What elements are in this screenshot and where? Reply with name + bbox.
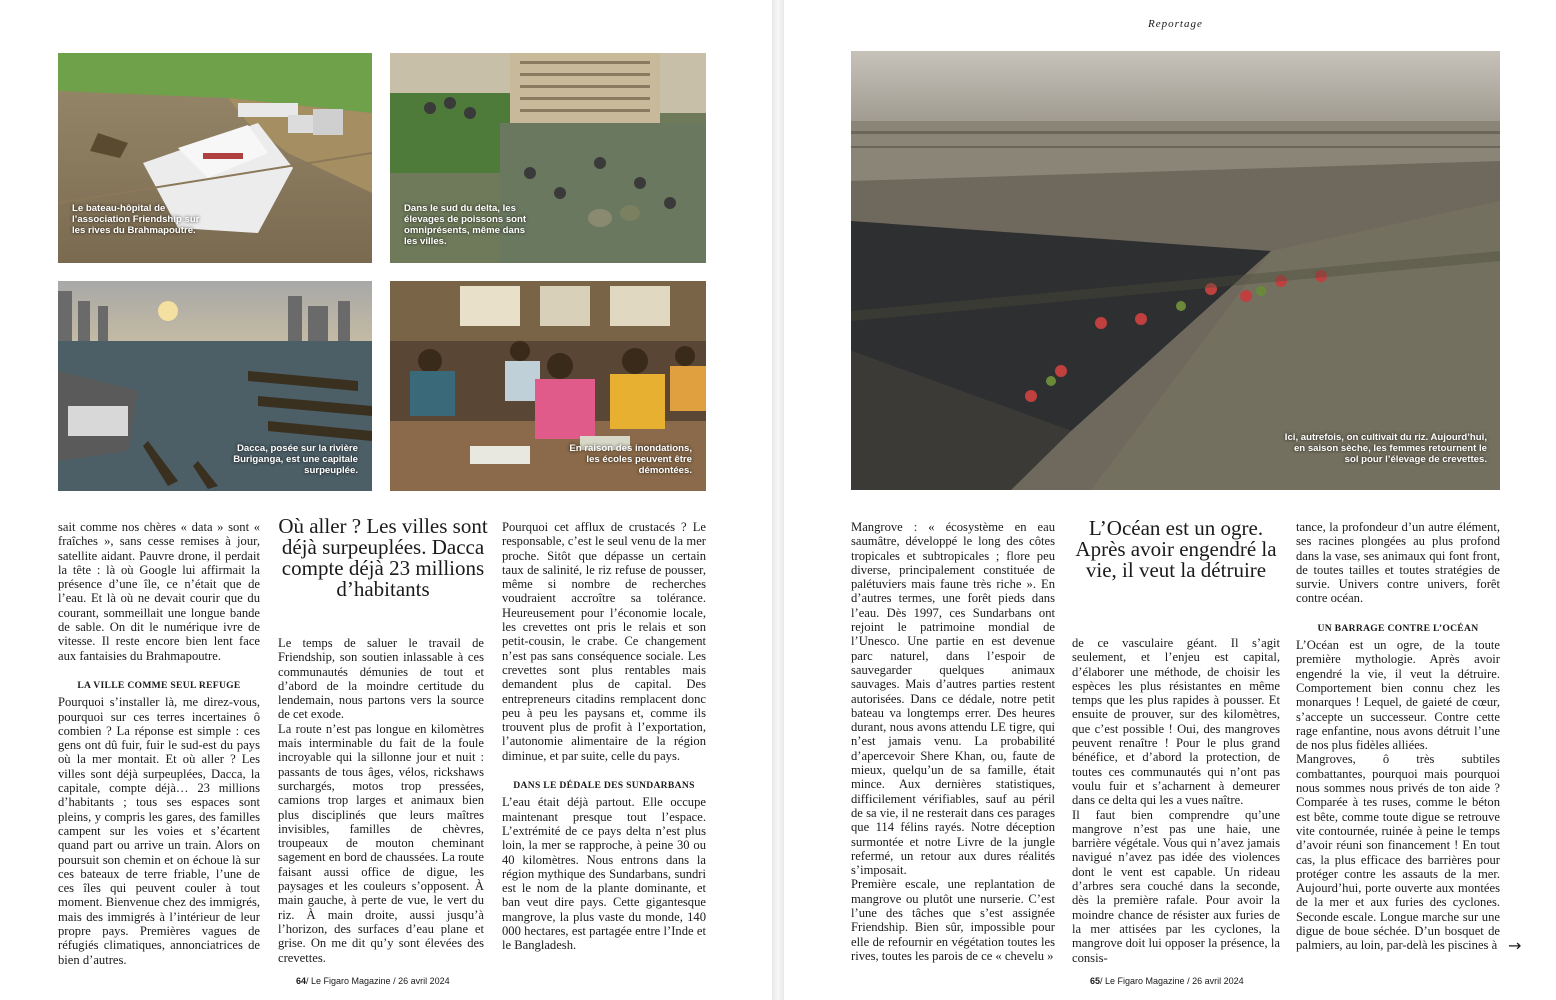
- paragraph: Mangroves, ô très subtiles combattantes, pourquoi mais pourquoi nous sommes nous privés de ton aide ? Comparée à tes ruses, comme le béton est bête, comme toute digue se retrouve vite contournée, ruinée à peine le temps d’avoir réuni son financement ! En tout cas, la plus efficace des barrières pour protéger contre les assauts de la mer. Aujourd’hui, porte ouverte aux montées de la mer et aux furies des cyclones. Seconde escale. Longue marche sur une digue de boue séchée. D’un bosquet de palmiers, au loin, par-delà les piscines à: [1296, 752, 1500, 953]
- photo-hospital-boat: [58, 53, 372, 263]
- paragraph: sait comme nos chères « data » sont « fraîches », sans cesse remises à jour, satellite aidant. Pauvre drone, il perdait la tête : là où Google lui affirmait la présence d’une île, ce n’était que de l’eau. Et là où ne devait courir que du courant, sommeillait une longue bande de sable. On dit le numérique ivre de vitesse. Il reste encore bien lent face aux fantaisies du Brahmapoutre.: [58, 520, 260, 663]
- page-number: 65: [1090, 976, 1101, 986]
- photo-fish-farm: [390, 53, 706, 263]
- paragraph: Pourquoi cet afflux de crustacés ? Le responsable, c’est le seul venu de la mer proche. Sitôt que dépasse un certain taux de salinité, le riz refuse de pousser, même si nombre de recherches voudraient accroître sa tolérance. Heureusement pour l’économie locale, les crevettes ont pris le relais et son petit-cousin, le crabe. Ce changement n’est pas sans conséquence sociale. Les crevettes sont plus rentables mais demandent plus de capital. Des entrepreneurs citadins remplacent donc peu à peu les paysans et, comme ils trouvent plus de profit à l’exportation, l’autonomie alimentaire de la région diminue, et par suite, celle du pays.: [502, 520, 706, 763]
- caption-fish-farm: Dans le sud du delta, les élevages de poissons sont omniprésents, même dans les villes.: [404, 203, 527, 247]
- spread-gutter: [772, 0, 784, 1000]
- pull-quote-left: Où aller ? Les villes sont déjà surpeuplées. Dacca compte déjà 23 millions d’habitants: [278, 514, 488, 601]
- photo-shrimp-field: [851, 51, 1500, 490]
- page-number: 64: [296, 976, 307, 986]
- paragraph: Il faut bien comprendre qu’une mangrove n’est pas une haie, une barrière végétale. Vous qui n’avez jamais navigué n’avez pas idée des violences dont le vent est capable. Un rideau d’arbres sera couché dans la seconde, dès la première rafale. Pour avoir la moindre chance de résister aux furies de la mer attisées par les cyclones, la mangrove doit lui opposer la présence, la consis-: [1072, 807, 1280, 965]
- shrimp-field-image: [851, 51, 1500, 490]
- right-column-1: [851, 520, 1055, 963]
- subheading-city-refuge: LA VILLE COMME SEUL REFUGE: [77, 679, 241, 691]
- pull-quote-right: L’Océan est un ogre. Après avoir engendré la vie, il veut la détruire: [1075, 516, 1277, 582]
- left-column-1: [58, 520, 260, 967]
- folio-text: / Le Figaro Magazine / 26 avril 2024: [1100, 976, 1244, 986]
- paragraph: La route n’est pas longue en kilomètres mais interminable du fait de la foule incroyable qui la sillonne jour et nuit : passants de tous âges, vélos, rickshaws surchargés, motos trop pressées, camions trop larges et animaux bien plus disciplinés que leurs maîtres invisibles, familles de chèvres, troupeaux de mouton cheminant sagement en bord de chaussées. La route faisant aussi office de digue, les paysages et les couleurs s’opposent. À main gauche, à perte de vue, le vert du riz. À main droite, aussi jusqu’à l’horizon, des surfaces d’eau plane et grise. On me dit qu’y sont élevées des crevettes.: [278, 721, 484, 965]
- right-column-2: [1072, 636, 1280, 965]
- right-column-3: [1296, 520, 1500, 953]
- subheading-sundarbans: DANS LE DÉDALE DES SUNDARBANS: [513, 780, 695, 792]
- paragraph: L’eau était déjà partout. Elle occupe maintenant presque tout l’espace. L’extrémité de ce pays delta n’est plus loin, la mer se rapproche, à peine 30 ou 40 kilomètres. Nous entrons dans la région mythique des Sundarbans, sundri est le nom de la plante dominante, et ban veut dire pays. Cette gigantesque mangrove, la plus vaste du monde, 140 000 hectares, est partagée entre l’Inde et le Bangladesh.: [502, 795, 706, 953]
- paragraph: de ce vasculaire géant. Il s’agit seulement, et l’enjeu est capital, d’élaborer une méthode, de choisir les espèces les plus résistantes en même temps que les plus rapides à pousser. Et ensuite de prouver, sur des kilomètres, que c’est possible ! Oui, des mangroves peuvent renaître ! Pour le plus grand bénéfice, et d’abord la protection, de toutes ces communautés qui n’ont pas voulu fuir et s’acharnent à demeurer dans ce delta qui les a vues naître.: [1072, 636, 1280, 808]
- right-page: [784, 0, 1556, 1000]
- folio-text: / Le Figaro Magazine / 26 avril 2024: [306, 976, 450, 986]
- paragraph: Mangrove : « écosystème en eau saumâtre, développé le long des côtes tropicales et subtropicales ; flore peu diverse, principalement constituée de palétuviers mais faune très riche ». En d’autres termes, une forêt pieds dans l’eau. Dès 1997, ces Sundarbans ont rejoint le patrimoine mondial de l’Unesco. Une partie en est devenue parc naturel, dans l’espoir de sauvegarder quelques animaux sauvages. Mais d’autres parties restent autorisées. Dans ce dédale, notre petit bateau va longtemps errer. Des heures durant, nous avons attendu LE tigre, qui n’est jamais venu. La probabilité d’apercevoir Shere Khan, ou, faute de mieux, quelqu’un de sa famille, était mince. Aux dernières statistiques, difficilement vérifiables, sauf au péril de sa vie, il ne resterait dans ces parages que 114 félins rayés. Notre déception surmontée et notre Livre de la jungle refermé, un retour aux dures réalités s’imposait.: [851, 520, 1055, 878]
- left-column-2: [278, 636, 484, 965]
- caption-dhaka-river: Dacca, posée sur la rivière Buriganga, est une capitale surpeuplée.: [233, 443, 358, 476]
- photo-dhaka-river: [58, 281, 372, 491]
- left-page: [0, 0, 772, 1000]
- left-column-3: [502, 520, 706, 953]
- caption-shrimp-field: Ici, autrefois, on cultivait du riz. Aujourd’hui, en saison sèche, les femmes retournent le sol pour l’élevage de crevettes.: [1284, 432, 1487, 465]
- subheading-barrage: UN BARRAGE CONTRE L’OCÉAN: [1317, 622, 1479, 634]
- paragraph: Le temps de saluer le travail de Friendship, son soutien inlassable à ces communautés démunies de tout et d’abord de la moindre certitude du lendemain, nous partons vers la source de cet exode.: [278, 636, 484, 722]
- paragraph: Première escale, une replantation de mangrove ou plutôt une nurserie. C’est l’une des tâches que s’est assignée Friendship. Bien sûr, impossible pour elle de refournir en végétation toutes les rives, toutes les parois de ce « chevelu »: [851, 877, 1055, 963]
- caption-floating-school: En raison des inondations, les écoles peuvent être démontées.: [569, 443, 692, 476]
- section-label: Reportage: [1148, 18, 1203, 30]
- folio-left: [296, 976, 450, 986]
- paragraph: tance, la profondeur d’un autre élément, ses racines plongées au plus profond dans la vase, ses animaux qui font front, de toutes tailles et toutes stratégies de survie. Univers contre univers, forêt contre océan.: [1296, 520, 1500, 606]
- caption-hospital-boat: Le bateau-hôpital de l’association Friendship sur les rives du Brahmapoutre.: [72, 203, 200, 236]
- paragraph: L’Océan est un ogre, de la toute première mythologie. Après avoir engendré la vie, il veut la détruire. Comportement bien connu chez les monarques ! Lequel, de gaieté de cœur, s’accepte un successeur. Contre cette rage enfantine, nous avons détruit l’une de nos plus fidèles alliées.: [1296, 638, 1500, 753]
- paragraph: Pourquoi s’installer là, me direz-vous, pourquoi sur ces terres incertaines ô combien ? La réponse est simple : ces gens ont dû fuir, fuir le sud-est du pays où la mer montait. Et où aller ? Les villes sont déjà surpeuplées, Dacca, la capitale, compte déjà… 23 millions d’habitants ; tous ses espaces sont pleins, y compris les gares, des familles campent sur les voies et s’écartent quand part ou arrive un train. Alors on poursuit son chemin et on échoue là sur ces bateaux de terre friable, l’une de ces îles qui peuvent couler à tout moment. Bienvenue chez des immigrés, mais des immigrés à l’intérieur de leur propre pays. Premières vagues de réfugiés climatiques, annonciatrices de bien d’autres.: [58, 695, 260, 967]
- continue-arrow-icon: →: [1508, 936, 1522, 955]
- photo-floating-school: [390, 281, 706, 491]
- folio-right: [1090, 976, 1244, 986]
